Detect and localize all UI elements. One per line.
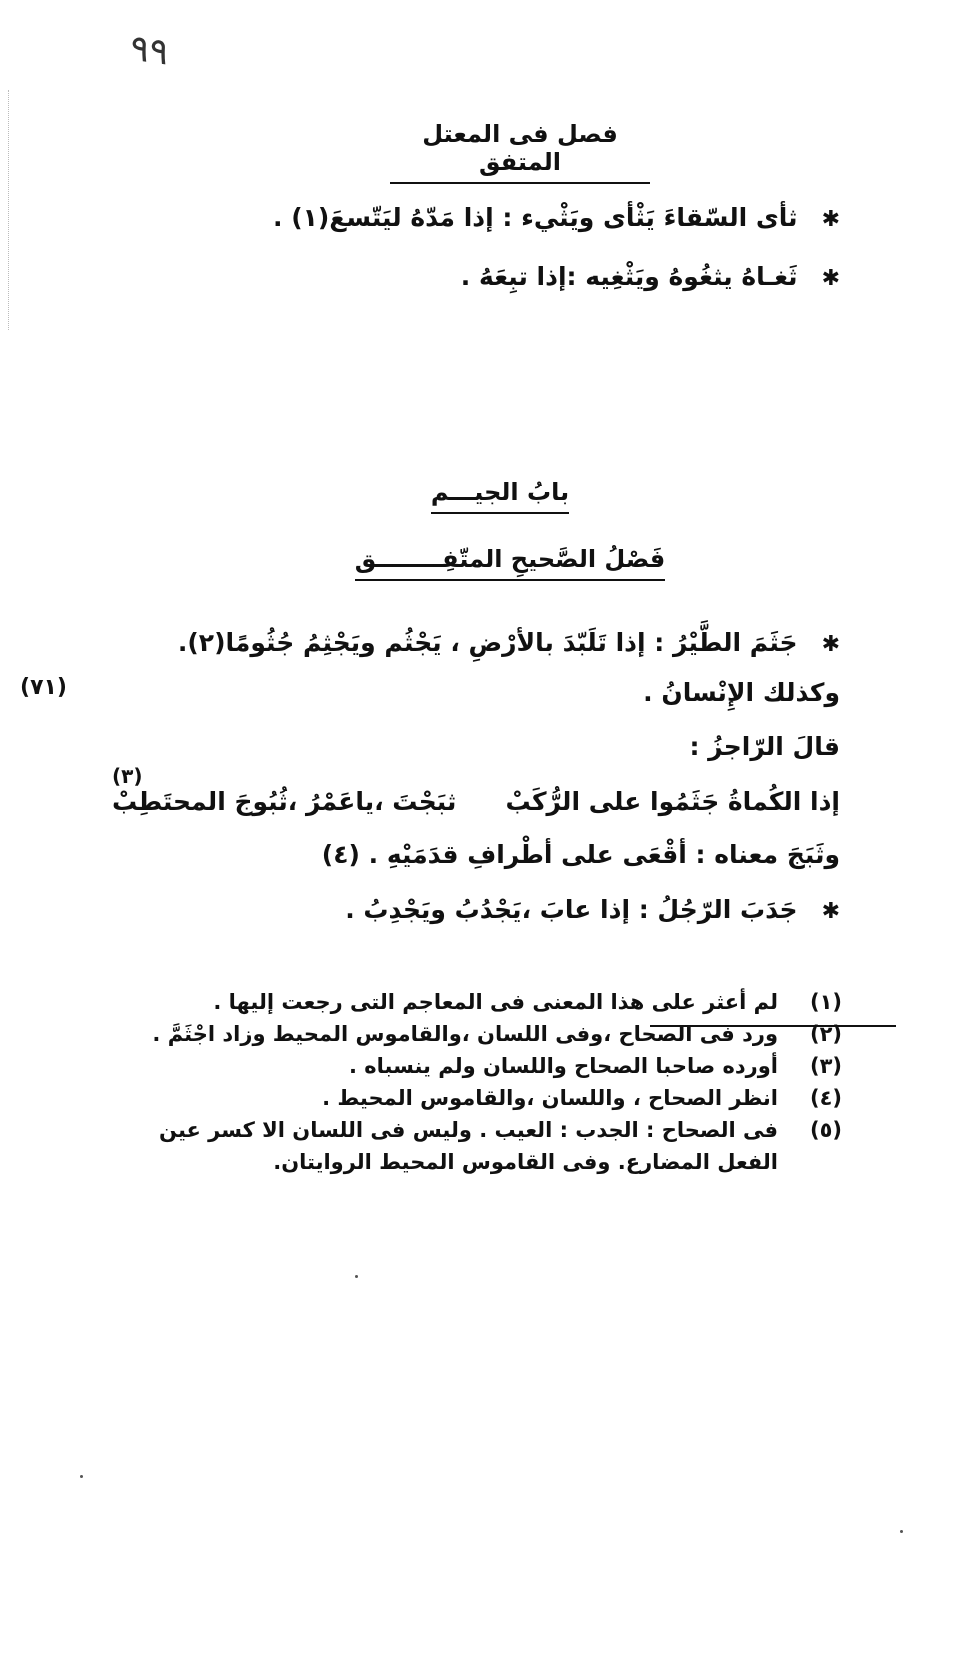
bullet-star: ✱ (821, 632, 840, 657)
footnote-text: أورده صاحبا الصحاح واللسان ولم ينسباه . (348, 1054, 778, 1078)
footnote-text: لم أعثر على هذا المعنى فى المعاجم التى رجعت إليها . (213, 990, 778, 1014)
footnote-number: (٥) (809, 1118, 842, 1142)
footnote-text: ورد فى الصحاح ،وفى اللسان ،والقاموس المحيط وزاد اجْثَمَّ . (152, 1022, 778, 1046)
entry-continuation: وكذلك الإِنْسانُ . (643, 678, 840, 707)
footnote (349, 1054, 842, 1078)
footnote-text: فى الصحاح : الجدب : العيب . وليس فى اللسان الا كسر عين (159, 1118, 778, 1142)
section-heading-1-text: فصل فى المعتل المتفق (390, 120, 650, 184)
bullet-star: ✱ (821, 899, 840, 924)
entry-line (345, 895, 840, 924)
scan-speck (900, 1530, 903, 1533)
footnote (322, 1086, 842, 1110)
footnote-number: (٤) (809, 1086, 842, 1110)
scan-edge-mark (8, 90, 10, 330)
footnote (213, 990, 842, 1014)
entry-line (461, 262, 840, 291)
page-number: ٩٩ (127, 27, 172, 74)
poet-intro: قالَ الرّاجزُ : (689, 732, 840, 761)
meaning-line: وثَبَجَ معناه : أقْعَى على أطْرافِ قدَمَيْهِ . (٤) (321, 840, 840, 869)
footnote (152, 1022, 842, 1046)
section-heading-2-text: فَصْلُ الصَّحيحِ المتّفِــــــــق (355, 545, 665, 581)
scan-speck (80, 1475, 83, 1478)
footnote (159, 1118, 842, 1142)
verse-hemistich-right: إذا الكُماةُ جَثَمُوا على الرُّكَبْ (505, 787, 840, 816)
section-heading-2 (330, 545, 690, 581)
entry-text: ثأى السّقاءَ يَثْأى ويَثْيء : إذا مَدّهُ ليَتّسعَ(١) . (273, 203, 798, 232)
bullet-star: ✱ (821, 266, 840, 291)
footnote-text: انظر الصحاح ، واللسان ،والقاموس المحيط . (322, 1086, 778, 1110)
footnote-number: (٢) (809, 1022, 842, 1046)
entry-line (178, 628, 840, 657)
chapter-heading (400, 478, 600, 514)
footnote-continuation: الفعل المضارع. وفى القاموس المحيط الروايتان. (273, 1150, 778, 1174)
chapter-heading-text: بابُ الجيـــم (431, 478, 569, 514)
bullet-star: ✱ (821, 207, 840, 232)
footnote-number: (٣) (809, 1054, 842, 1078)
entry-text: ثَغـاهُ يثغُوهُ ويَثْغِيه :إذا تبِعَهُ . (460, 262, 798, 291)
section-heading-1 (390, 120, 650, 184)
verse-hemistich-left: ثبَجْتَ ،ياعَمْرُ ،ثُبُوجَ المحتَطِبْ (112, 787, 457, 816)
entry-line (273, 203, 840, 232)
entry-text: جَثَمَ الطَّيْرُ : إذا تَلَبّدَ بالأرْضِ ، يَجْثُم ويَجْثِمُ جُثُومًا(٢). (177, 628, 798, 657)
scan-speck (355, 1275, 358, 1278)
margin-number: (٧١) (20, 675, 67, 700)
footnote-number: (١) (809, 990, 842, 1014)
verse-footnote-ref: (٣) (112, 764, 143, 788)
entry-text: جَدَبَ الرّجُلُ : إذا عابَ ،يَجْدُبُ ويَجْدِبُ . (345, 895, 798, 924)
